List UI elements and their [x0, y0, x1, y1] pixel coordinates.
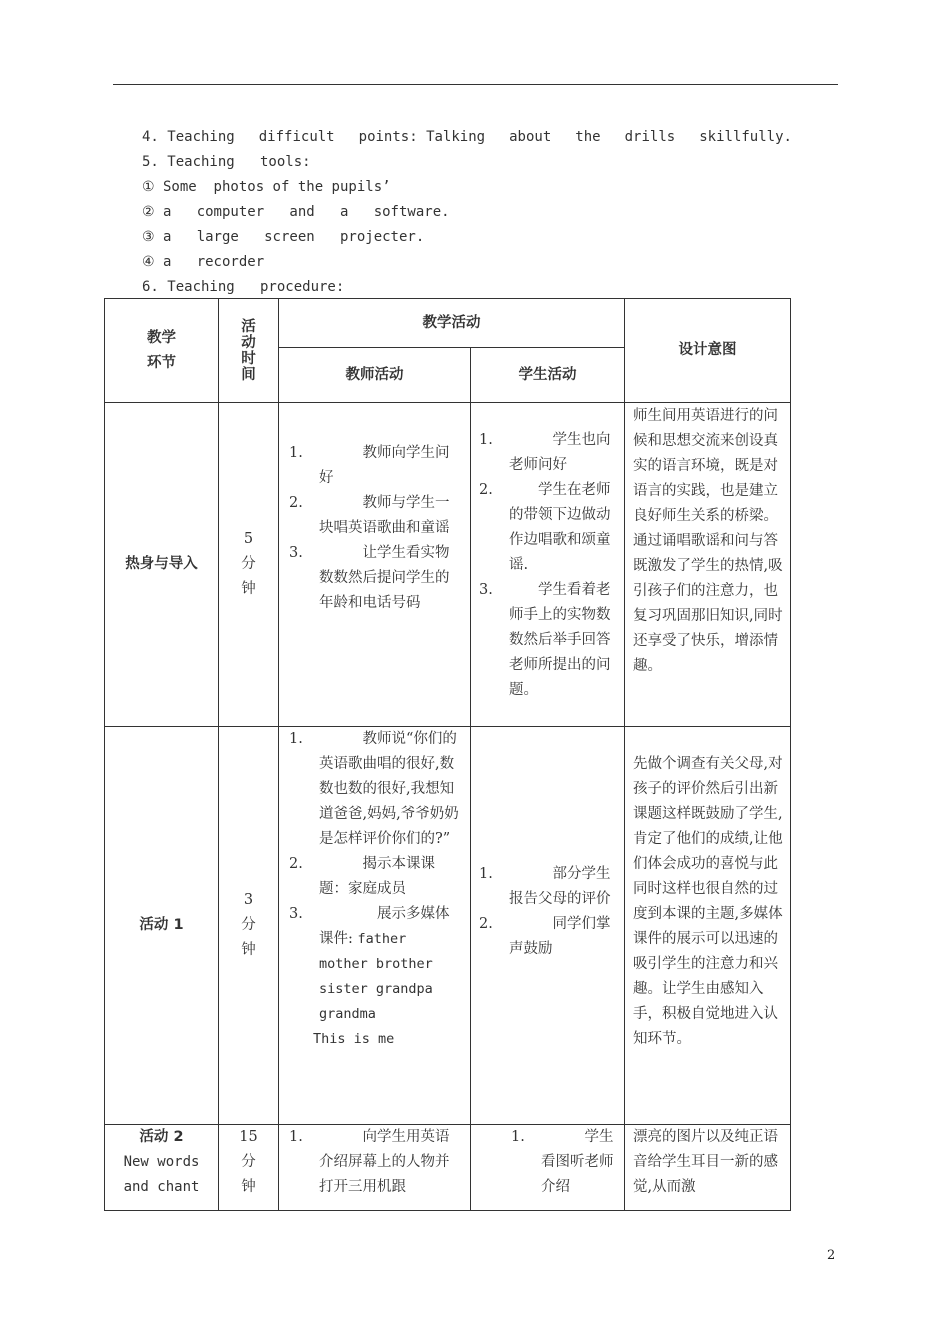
item-number: 2. — [479, 482, 493, 498]
list-item — [479, 862, 616, 912]
item-text: 教师说“你们的英语歌曲唱的很好,数数也数的很好,我想知道爸爸,妈妈,爷爷奶奶是怎样评价你们的?” — [319, 731, 459, 847]
list-item — [289, 852, 462, 902]
item-number: 1. — [511, 1129, 525, 1145]
text-fragment: about — [509, 129, 552, 145]
header-stage-line: 环节 — [147, 354, 176, 371]
item-text: 学生在老师的带领下边做动作边唱歌和颂童谣. — [509, 482, 611, 573]
teaching-tools-heading: 5. Teaching tools: — [142, 154, 311, 170]
time-unit: 分 — [241, 917, 256, 933]
item-number: 1. — [289, 445, 303, 461]
teacher-activity-cell — [279, 1125, 471, 1211]
item-number: 1. — [479, 866, 493, 882]
item-number: 1. — [289, 731, 303, 747]
list-item — [289, 1125, 462, 1200]
student-activity-cell — [471, 1125, 625, 1211]
item-number: 2. — [479, 916, 493, 932]
procedure-table — [104, 298, 791, 1211]
header-time-char: 时 — [241, 350, 256, 367]
list-item — [289, 491, 462, 541]
list-item — [289, 727, 462, 852]
tool-item: ① Some photos of the pupils’ — [142, 179, 391, 195]
list-item — [479, 578, 616, 703]
stage-cell: 热身与导入 — [105, 403, 219, 727]
table-row — [105, 727, 791, 1125]
teacher-activity-cell — [279, 403, 471, 727]
teacher-activity-cell — [279, 727, 471, 1125]
time-cell — [219, 727, 279, 1125]
page-number: 2 — [827, 1248, 836, 1263]
time-unit: 钟 — [241, 942, 256, 958]
list-item — [289, 541, 462, 616]
header-time-char: 活 — [241, 318, 256, 335]
list-item — [289, 441, 462, 491]
stage-cell — [105, 1125, 219, 1211]
vocabulary-words: father mother brother sister grandpa grandma — [319, 931, 433, 1022]
list-item — [479, 478, 616, 578]
item-text: 展示多媒体课件: — [319, 906, 450, 947]
difficult-points-line — [142, 128, 792, 153]
item-text: 学生看图听老师介绍 — [541, 1129, 614, 1195]
list-item — [289, 902, 462, 1027]
time-unit: 分 — [241, 1154, 256, 1170]
list-item — [479, 428, 616, 478]
header-stage — [105, 299, 219, 403]
item-number: 3. — [289, 906, 303, 922]
text-fragment: points: Talking — [358, 129, 486, 145]
item-number: 2. — [289, 856, 303, 872]
intent-cell: 师生间用英语进行的问候和思想交流来创设真实的语言环境，既是对语言的实践，也是建立良好师生关系的桥梁。通过诵唱歌谣和问与答既激发了学生的热情,吸引孩子们的注意力，也复习巩固那旧知识,同时还享受了快乐，增添情趣。 — [625, 403, 791, 727]
item-text: 让学生看实物数数然后提问学生的年龄和电话号码 — [319, 545, 450, 611]
item-text: 部分学生报告父母的评价 — [509, 866, 611, 907]
time-unit: 分 — [241, 556, 256, 572]
header-time-char: 间 — [241, 366, 256, 383]
item-number: 1. — [289, 1129, 303, 1145]
item-text: 学生也向老师问好 — [509, 432, 611, 473]
stage-line: New words — [123, 1154, 200, 1170]
text-fragment: difficult — [258, 129, 335, 145]
item-number: 2. — [289, 495, 303, 511]
intent-cell: 漂亮的图片以及纯正语音给学生耳目一新的感觉,从而激 — [625, 1125, 791, 1211]
student-activity-cell — [471, 403, 625, 727]
table-row — [105, 1125, 791, 1211]
header-teacher: 教师活动 — [279, 348, 471, 403]
list-item — [479, 912, 616, 962]
item-number: 1. — [479, 432, 493, 448]
list-item — [511, 1125, 616, 1200]
time-cell — [219, 403, 279, 727]
header-stage-line: 教学 — [147, 329, 176, 346]
tool-item: ④ a recorder — [142, 254, 265, 270]
header-rule — [113, 84, 838, 85]
time-unit: 钟 — [241, 581, 256, 597]
student-activity-cell — [471, 727, 625, 1125]
text-fragment: the — [575, 129, 601, 145]
item-text: 向学生用英语介绍屏幕上的人物并打开三用机跟 — [319, 1129, 450, 1195]
teacher-extra-line: This is me — [313, 1031, 395, 1047]
item-text: 同学们掌声鼓励 — [509, 916, 611, 957]
stage-line: 活动 2 — [139, 1129, 184, 1145]
table-row — [105, 403, 791, 727]
time-value: 5 — [243, 531, 254, 547]
header-intent: 设计意图 — [625, 299, 791, 403]
item-text: 学生看着老师手上的实物数数然后举手回答老师所提出的问题。 — [509, 582, 611, 698]
text-fragment: 4. Teaching — [142, 129, 235, 145]
stage-line: and chant — [123, 1179, 200, 1195]
item-number: 3. — [479, 582, 493, 598]
time-value: 15 — [239, 1129, 258, 1145]
item-text: 教师向学生问好 — [319, 445, 450, 486]
text-fragment: skillfully. — [699, 129, 792, 145]
tool-item: ③ a large screen projecter. — [142, 229, 425, 245]
time-value: 3 — [243, 892, 254, 908]
tool-item: ② a computer and a software. — [142, 204, 450, 220]
text-fragment: drills — [624, 129, 676, 145]
header-activity: 教学活动 — [279, 299, 625, 348]
stage-cell: 活动 1 — [105, 727, 219, 1125]
intent-cell: 先做个调查有关父母,对孩子的评价然后引出新课题这样既鼓励了学生,肯定了他们的成绩,让他们体会成功的喜悦与此同时这样也很自然的过度到本课的主题,多媒体课件的展示可以迅速的吸引学生的注意力和兴趣。让学生由感知入手，积极自觉地进入认知环节。 — [625, 727, 791, 1125]
header-time-char: 动 — [241, 334, 256, 351]
header-time — [219, 299, 279, 403]
time-unit: 钟 — [241, 1179, 256, 1195]
item-text: 教师与学生一块唱英语歌曲和童谣 — [319, 495, 450, 536]
teaching-procedure-heading: 6. Teaching procedure: — [142, 279, 345, 295]
item-text: 揭示本课课题：家庭成员 — [319, 856, 435, 897]
header-student: 学生活动 — [471, 348, 625, 403]
time-cell — [219, 1125, 279, 1211]
intro-section — [142, 128, 802, 303]
item-number: 3. — [289, 545, 303, 561]
